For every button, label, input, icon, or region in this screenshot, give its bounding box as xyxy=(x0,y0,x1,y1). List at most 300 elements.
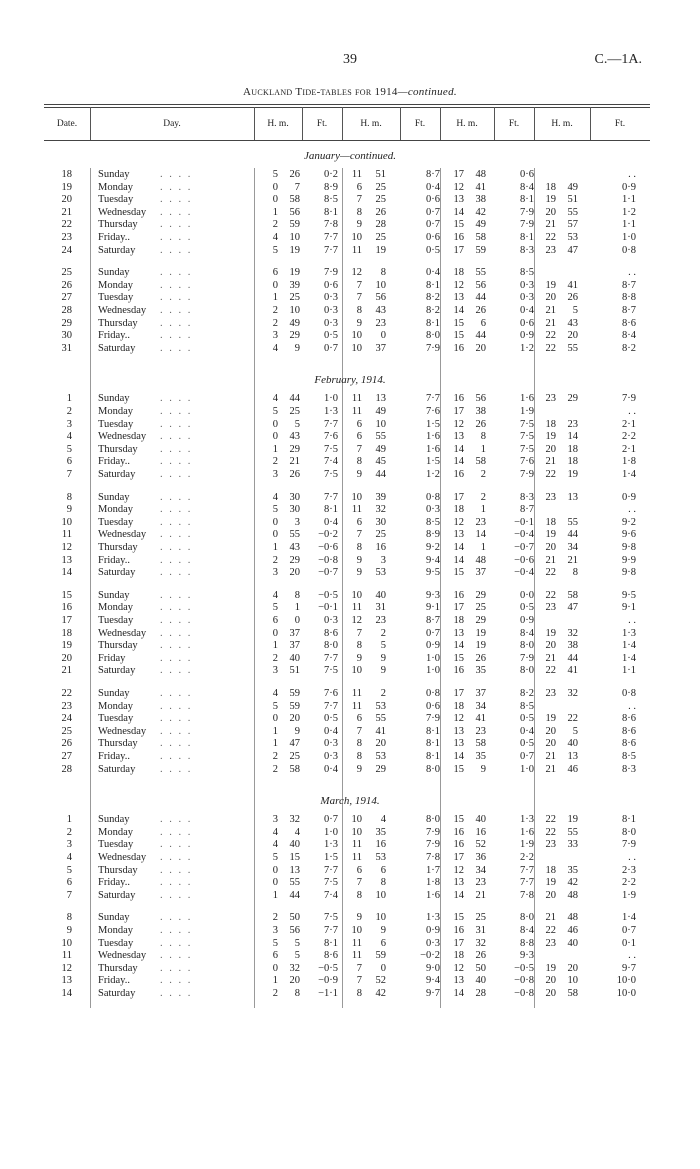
table-row xyxy=(0,652,700,665)
cell-height4: 9·1 xyxy=(622,602,636,614)
cell-time4-h: 18 xyxy=(545,864,556,876)
table-row xyxy=(0,639,700,652)
cell-time2-h: 6 xyxy=(356,864,362,876)
cell-high1-h: 3 xyxy=(272,665,278,677)
cell-time3-m: 36 xyxy=(475,852,486,863)
cell-time2-m: 19 xyxy=(375,244,386,256)
cell-time2-m: 53 xyxy=(375,751,386,762)
cell-height4: 0·9 xyxy=(622,491,636,503)
cell-high1-m: 3 xyxy=(294,516,300,528)
cell-height4: 1·2 xyxy=(622,206,636,218)
cell-height3: 7·8 xyxy=(520,889,534,901)
cell-height2: 7·9 xyxy=(426,342,440,354)
cell-time2-h: 7 xyxy=(356,725,362,737)
cell-time2-h: 8 xyxy=(356,640,362,652)
cell-time2-m: 49 xyxy=(375,406,386,417)
cell-time2-h: 9 xyxy=(356,219,362,231)
cell-time3-h: 17 xyxy=(453,491,464,503)
cell-high1-m: 30 xyxy=(289,491,300,503)
cell-time4-m: 34 xyxy=(567,542,578,553)
col-day: Day. xyxy=(163,119,181,129)
cell-time4-m: 33 xyxy=(567,839,578,851)
cell-time2-h: 7 xyxy=(356,443,362,455)
cell-day: Sunday xyxy=(98,491,130,503)
cell-height3: 1·2 xyxy=(520,342,534,354)
cell-time4-m: 51 xyxy=(567,194,578,206)
cell-high1-m: 21 xyxy=(289,456,300,468)
cell-height2: 1·3 xyxy=(426,912,440,924)
cell-time4-h: 20 xyxy=(545,443,556,455)
cell-height4: 9·5 xyxy=(622,589,636,601)
leader-dots: . . . . xyxy=(160,418,193,430)
cell-time4-m: 53 xyxy=(567,232,578,243)
table-row xyxy=(0,763,700,776)
cell-day: Monday xyxy=(98,826,133,838)
cell-height1: 0·5 xyxy=(324,713,338,725)
cell-height3: 8·4 xyxy=(520,925,534,936)
cell-day: Saturday xyxy=(98,889,136,901)
table-row xyxy=(0,614,700,627)
cell-time3-h: 18 xyxy=(453,267,464,279)
cell-height4: 1·1 xyxy=(622,219,636,231)
cell-height4: . . xyxy=(628,267,636,279)
cell-height3: 0·5 xyxy=(520,602,534,614)
cell-high1-m: 55 xyxy=(289,529,300,541)
cell-height2: 8·2 xyxy=(426,292,440,304)
cell-time3-h: 13 xyxy=(453,877,464,889)
cell-time3-m: 23 xyxy=(475,725,486,737)
cell-time2-m: 59 xyxy=(375,950,386,962)
cell-high1-h: 1 xyxy=(272,443,278,455)
table-row xyxy=(0,664,700,677)
month-heading: February, 1914. xyxy=(314,374,386,387)
cell-height1: 8·6 xyxy=(324,627,338,639)
cell-time2-m: 3 xyxy=(380,554,386,566)
cell-height2: 0·7 xyxy=(426,627,440,639)
cell-height2: 1·7 xyxy=(426,864,440,876)
cell-time3-h: 16 xyxy=(453,925,464,936)
cell-date: 18 xyxy=(61,169,72,180)
cell-time3-m: 38 xyxy=(475,194,486,206)
cell-height3: −0·4 xyxy=(514,567,534,579)
cell-high1-h: 1 xyxy=(272,542,278,553)
cell-time4-h: 22 xyxy=(545,925,556,936)
leader-dots: . . . . xyxy=(160,725,193,737)
leader-dots: . . . . xyxy=(160,852,193,863)
cell-time4-m: 55 xyxy=(567,516,578,528)
cell-high1-h: 0 xyxy=(272,962,278,974)
table-row xyxy=(0,491,700,504)
cell-height4: 10·0 xyxy=(616,975,636,987)
leader-dots: . . . . xyxy=(160,627,193,639)
cell-time4-h: 22 xyxy=(545,589,556,601)
cell-date: 4 xyxy=(66,852,72,863)
cell-time3-h: 16 xyxy=(453,826,464,838)
cell-time2-m: 16 xyxy=(375,542,386,553)
cell-time2-m: 25 xyxy=(375,181,386,193)
cell-height3: −0·4 xyxy=(514,529,534,541)
title-continued: —continued. xyxy=(397,86,457,98)
cell-time4-h: 19 xyxy=(545,877,556,889)
cell-high1-m: 29 xyxy=(289,554,300,566)
cell-height1: 8·0 xyxy=(324,640,338,652)
cell-height1: 8·5 xyxy=(324,194,338,206)
cell-day: Tuesday xyxy=(98,615,134,626)
cell-date: 29 xyxy=(61,317,72,329)
cell-high1-m: 20 xyxy=(289,567,300,579)
cell-date: 28 xyxy=(61,763,72,775)
leader-dots: . . . . xyxy=(160,554,193,566)
cell-time3-h: 14 xyxy=(453,889,464,901)
leader-dots: . . . . xyxy=(160,232,193,243)
cell-time2-m: 20 xyxy=(375,738,386,750)
cell-time4-h: 23 xyxy=(545,688,556,699)
cell-time2-h: 7 xyxy=(356,292,362,304)
cell-time4-h: 22 xyxy=(545,826,556,838)
cell-height1: 1·3 xyxy=(324,406,338,417)
cell-date: 24 xyxy=(61,713,72,725)
cell-time3-h: 15 xyxy=(453,912,464,924)
cell-high1-h: 5 xyxy=(272,244,278,256)
cell-high1-h: 4 xyxy=(272,688,278,699)
cell-time2-m: 42 xyxy=(375,988,386,999)
cell-height1: 7·5 xyxy=(324,469,338,480)
cell-date: 8 xyxy=(66,912,72,924)
cell-time2-m: 5 xyxy=(380,640,386,652)
table-row xyxy=(0,206,700,219)
cell-time4-m: 8 xyxy=(572,567,578,579)
cell-day: Tuesday xyxy=(98,937,134,949)
table-row xyxy=(0,750,700,763)
cell-date: 20 xyxy=(61,652,72,664)
cell-height3: 0·6 xyxy=(520,317,534,329)
cell-time4-h: 19 xyxy=(545,962,556,974)
cell-time2-h: 6 xyxy=(356,418,362,430)
cell-time2-h: 8 xyxy=(356,988,362,999)
table-row xyxy=(0,468,700,481)
cell-height3: −0·8 xyxy=(514,988,534,999)
cell-time2-h: 9 xyxy=(356,554,362,566)
cell-time4-h: 21 xyxy=(545,912,556,924)
cell-date: 11 xyxy=(61,950,72,962)
leader-dots: . . . . xyxy=(160,652,193,664)
cell-time2-m: 25 xyxy=(375,194,386,206)
table-row xyxy=(0,826,700,839)
cell-day: Sunday xyxy=(98,393,130,405)
cell-height3: −0·7 xyxy=(514,542,534,553)
cell-time3-h: 13 xyxy=(453,627,464,639)
leader-dots: . . . . xyxy=(160,889,193,901)
cell-time2-h: 8 xyxy=(356,738,362,750)
leader-dots: . . . . xyxy=(160,305,193,316)
cell-high1-h: 2 xyxy=(272,988,278,999)
cell-time3-m: 23 xyxy=(475,516,486,528)
cell-time3-h: 12 xyxy=(453,864,464,876)
cell-height4: 8·2 xyxy=(622,342,636,354)
cell-time3-h: 12 xyxy=(453,713,464,725)
cell-time4-h: 20 xyxy=(545,738,556,750)
col-ft-1: Ft. xyxy=(316,119,328,129)
cell-height2: 1·6 xyxy=(426,443,440,455)
cell-high1-h: 0 xyxy=(272,516,278,528)
cell-date: 28 xyxy=(61,305,72,316)
cell-height1: 0·3 xyxy=(324,615,338,626)
cell-height2: 7·7 xyxy=(426,393,440,405)
cell-high1-h: 2 xyxy=(272,456,278,468)
table-row xyxy=(0,937,700,950)
cell-date: 13 xyxy=(61,975,72,987)
cell-date: 12 xyxy=(61,542,72,553)
cell-date: 27 xyxy=(61,751,72,762)
cell-high1-h: 5 xyxy=(272,937,278,949)
cell-time4-h: 21 xyxy=(545,763,556,775)
cell-height1: −1·1 xyxy=(318,988,338,999)
cell-high1-h: 0 xyxy=(272,279,278,291)
cell-time2-m: 10 xyxy=(375,889,386,901)
cell-height4: 7·9 xyxy=(622,393,636,405)
cell-height3: 0·6 xyxy=(520,169,534,180)
cell-time3-h: 14 xyxy=(453,206,464,218)
cell-high1-h: 5 xyxy=(272,406,278,417)
cell-date: 21 xyxy=(61,665,72,677)
leader-dots: . . . . xyxy=(160,169,193,180)
cell-time3-m: 6 xyxy=(480,317,486,329)
cell-day: Wednesday xyxy=(98,206,147,218)
table-row xyxy=(0,503,700,516)
cell-day: Tuesday xyxy=(98,418,134,430)
cell-time3-h: 17 xyxy=(453,169,464,180)
cell-height2: 8·7 xyxy=(426,615,440,626)
cell-high1-m: 1 xyxy=(294,602,300,614)
col-hm-3: H. m. xyxy=(456,119,478,129)
table-row xyxy=(0,700,700,713)
cell-time4-h: 23 xyxy=(545,491,556,503)
cell-height1: 7·5 xyxy=(324,443,338,455)
cell-high1-h: 1 xyxy=(272,738,278,750)
cell-height1: 7·4 xyxy=(324,456,338,468)
table-row xyxy=(0,712,700,725)
cell-high1-m: 32 xyxy=(289,962,300,974)
cell-height4: 2·2 xyxy=(622,877,636,889)
cell-time3-m: 37 xyxy=(475,567,486,579)
cell-time2-h: 11 xyxy=(351,169,362,180)
cell-height1: −0·9 xyxy=(318,975,338,987)
cell-time2-h: 11 xyxy=(351,244,362,256)
cell-time4-m: 19 xyxy=(567,814,578,826)
cell-height1: −0·2 xyxy=(318,529,338,541)
cell-high1-h: 4 xyxy=(272,839,278,851)
cell-date: 8 xyxy=(66,491,72,503)
cell-time4-h: 19 xyxy=(545,529,556,541)
cell-time4-m: 55 xyxy=(567,206,578,218)
cell-height2: 1·2 xyxy=(426,469,440,480)
cell-high1-m: 10 xyxy=(289,232,300,243)
cell-height3: 8·0 xyxy=(520,912,534,924)
cell-time4-m: 5 xyxy=(572,305,578,316)
cell-height4: 8·4 xyxy=(622,330,636,342)
cell-time2-h: 6 xyxy=(356,516,362,528)
cell-time3-h: 15 xyxy=(453,763,464,775)
cell-high1-m: 51 xyxy=(289,665,300,677)
cell-time2-h: 10 xyxy=(351,232,362,243)
cell-height3: 0·5 xyxy=(520,738,534,750)
cell-time3-h: 15 xyxy=(453,652,464,664)
cell-high1-h: 2 xyxy=(272,652,278,664)
cell-day: Sunday xyxy=(98,589,130,601)
cell-height4: 0·7 xyxy=(622,925,636,936)
table-row xyxy=(0,627,700,640)
table-row xyxy=(0,430,700,443)
cell-time4-m: 18 xyxy=(567,456,578,468)
cell-height1: 7·9 xyxy=(324,267,338,279)
cell-height4: 8·3 xyxy=(622,763,636,775)
cell-high1-h: 3 xyxy=(272,925,278,936)
cell-time4-m: 42 xyxy=(567,877,578,889)
cell-height4: 1·4 xyxy=(622,912,636,924)
col-ft-4: Ft. xyxy=(614,119,626,129)
cell-time3-h: 13 xyxy=(453,292,464,304)
cell-time4-h: 20 xyxy=(545,292,556,304)
cell-high1-h: 4 xyxy=(272,232,278,243)
cell-high1-h: 2 xyxy=(272,317,278,329)
cell-day: Thursday xyxy=(98,864,138,876)
cell-time3-h: 14 xyxy=(453,542,464,553)
cell-time3-m: 56 xyxy=(475,279,486,291)
cell-height4: 1·3 xyxy=(622,627,636,639)
leader-dots: . . . . xyxy=(160,589,193,601)
cell-time3-h: 17 xyxy=(453,688,464,699)
cell-time3-m: 58 xyxy=(475,232,486,243)
cell-time2-h: 12 xyxy=(351,615,362,626)
cell-time4-m: 18 xyxy=(567,443,578,455)
cell-high1-h: 3 xyxy=(272,567,278,579)
cell-height3: 7·7 xyxy=(520,864,534,876)
leader-dots: . . . . xyxy=(160,962,193,974)
cell-height1: 8·9 xyxy=(324,181,338,193)
leader-dots: . . . . xyxy=(160,937,193,949)
cell-time3-m: 26 xyxy=(475,305,486,316)
cell-time3-m: 29 xyxy=(475,615,486,626)
cell-high1-h: 4 xyxy=(272,393,278,405)
cell-height4: 9·6 xyxy=(622,529,636,541)
leader-dots: . . . . xyxy=(160,529,193,541)
cell-time4-m: 35 xyxy=(567,864,578,876)
table-row xyxy=(0,342,700,355)
cell-time4-h: 20 xyxy=(545,889,556,901)
cell-time4-h: 21 xyxy=(545,456,556,468)
cell-time3-m: 41 xyxy=(475,181,486,193)
header-divider xyxy=(342,107,343,140)
cell-time2-m: 30 xyxy=(375,516,386,528)
cell-time3-m: 52 xyxy=(475,839,486,851)
cell-date: 27 xyxy=(61,292,72,304)
cell-time2-h: 9 xyxy=(356,567,362,579)
cell-height3: 0·9 xyxy=(520,330,534,342)
cell-time2-m: 32 xyxy=(375,504,386,516)
cell-time3-h: 13 xyxy=(453,975,464,987)
cell-time4-m: 21 xyxy=(567,554,578,566)
cell-time4-h: 20 xyxy=(545,542,556,553)
cell-height3: 8·2 xyxy=(520,688,534,699)
cell-time3-m: 1 xyxy=(480,443,486,455)
cell-time2-h: 10 xyxy=(351,491,362,503)
cell-time2-h: 6 xyxy=(356,431,362,443)
cell-high1-m: 56 xyxy=(289,925,300,936)
month-heading: March, 1914. xyxy=(320,795,380,808)
cell-high1-m: 5 xyxy=(294,937,300,949)
table-row xyxy=(0,725,700,738)
cell-height3: 1·6 xyxy=(520,393,534,405)
leader-dots: . . . . xyxy=(160,615,193,626)
cell-height2: 7·6 xyxy=(426,406,440,417)
cell-high1-h: 5 xyxy=(272,852,278,863)
cell-high1-m: 58 xyxy=(289,763,300,775)
cell-time4-m: 40 xyxy=(567,937,578,949)
cell-height1: 0·7 xyxy=(324,814,338,826)
table-row xyxy=(0,924,700,937)
cell-height2: 1·8 xyxy=(426,877,440,889)
cell-high1-m: 32 xyxy=(289,814,300,826)
cell-time3-h: 18 xyxy=(453,950,464,962)
cell-time3-h: 18 xyxy=(453,615,464,626)
cell-time2-m: 13 xyxy=(375,393,386,405)
cell-time3-m: 49 xyxy=(475,219,486,231)
cell-height1: 1·0 xyxy=(324,826,338,838)
cell-high1-h: 0 xyxy=(272,194,278,206)
cell-height1: 0·3 xyxy=(324,738,338,750)
cell-height2: 9·1 xyxy=(426,602,440,614)
cell-height3: 8·3 xyxy=(520,491,534,503)
cell-time2-h: 10 xyxy=(351,589,362,601)
cell-time3-h: 16 xyxy=(453,393,464,405)
cell-time4-h: 22 xyxy=(545,330,556,342)
leader-dots: . . . . xyxy=(160,688,193,699)
cell-time2-m: 43 xyxy=(375,305,386,316)
cell-height4: . . xyxy=(628,406,636,417)
cell-high1-m: 25 xyxy=(289,751,300,762)
cell-time4-h: 21 xyxy=(545,652,556,664)
cell-height1: 7·5 xyxy=(324,665,338,677)
header-bottom-rule xyxy=(44,140,650,141)
cell-time3-h: 14 xyxy=(453,640,464,652)
cell-height1: 7·4 xyxy=(324,889,338,901)
header-divider xyxy=(254,107,255,140)
cell-time3-m: 59 xyxy=(475,244,486,256)
cell-time2-m: 9 xyxy=(380,652,386,664)
cell-height2: 8·7 xyxy=(426,169,440,180)
cell-height2: 9·4 xyxy=(426,554,440,566)
cell-time3-m: 31 xyxy=(475,925,486,936)
cell-height1: 7·8 xyxy=(324,219,338,231)
cell-time3-h: 16 xyxy=(453,342,464,354)
cell-time4-h: 20 xyxy=(545,988,556,999)
cell-high1-h: 0 xyxy=(272,877,278,889)
cell-time3-h: 12 xyxy=(453,279,464,291)
leader-dots: . . . . xyxy=(160,950,193,962)
cell-day: Wednesday xyxy=(98,305,147,316)
cell-height1: 7·5 xyxy=(324,912,338,924)
table-row xyxy=(0,838,700,851)
cell-height3: 1·9 xyxy=(520,839,534,851)
leader-dots: . . . . xyxy=(160,877,193,889)
cell-time3-m: 26 xyxy=(475,950,486,962)
cell-height3: −0·5 xyxy=(514,962,534,974)
cell-time3-m: 34 xyxy=(475,864,486,876)
cell-high1-m: 58 xyxy=(289,194,300,206)
cell-time2-h: 8 xyxy=(356,542,362,553)
cell-time4-m: 58 xyxy=(567,988,578,999)
leader-dots: . . . . xyxy=(160,206,193,218)
